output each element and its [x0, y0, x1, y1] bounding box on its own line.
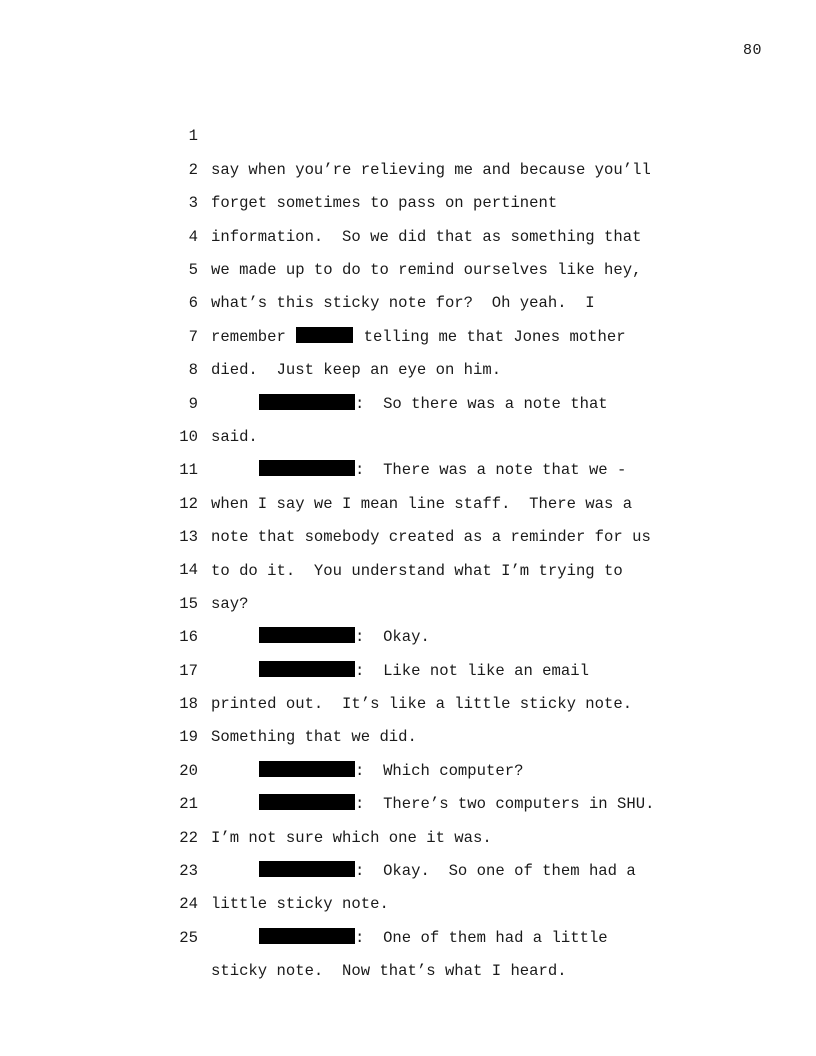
- line-text: I’m not sure which one it was.: [211, 828, 492, 847]
- line-number: 13: [179, 528, 198, 547]
- line-text: when I say we I mean line staff. There was a: [211, 494, 633, 513]
- line-text-after-redaction: telling me that Jones mother: [354, 327, 626, 346]
- speaker-text: : There was a note that we -: [355, 461, 627, 480]
- line-number: 1: [188, 127, 198, 146]
- transcript-body: [0, 87, 816, 981]
- line-number: 22: [179, 828, 198, 847]
- line-number: 19: [179, 728, 198, 747]
- line-number: 9: [188, 394, 198, 413]
- line-number: 17: [179, 661, 198, 680]
- line-text: little sticky note.: [211, 895, 389, 914]
- line-text: printed out. It’s like a little sticky note.: [211, 695, 633, 714]
- line-text: we made up to do to remind ourselves like hey,: [211, 260, 642, 279]
- line-number: 20: [179, 761, 198, 780]
- speaker-line: [259, 922, 608, 955]
- line-number: 16: [179, 628, 198, 647]
- line-text: sticky note. Now that’s what I heard.: [211, 962, 567, 981]
- line-text-before-redaction: remember: [211, 327, 296, 346]
- line-number: 7: [188, 327, 198, 346]
- line-number: 4: [188, 227, 198, 246]
- speaker-text: : Okay.: [355, 628, 430, 647]
- speaker-text: : One of them had a little: [355, 928, 608, 947]
- speaker-text: : Like not like an email: [355, 661, 589, 680]
- speaker-text: : There’s two computers in SHU.: [355, 795, 655, 814]
- line-text: to do it. You understand what I’m trying to: [211, 561, 623, 580]
- line-number: 15: [179, 594, 198, 613]
- speaker-text: : Okay. So one of them had a: [355, 862, 636, 881]
- line-number: 11: [179, 461, 198, 480]
- line-text: information. So we did that as something that: [211, 227, 642, 246]
- line-text: forget sometimes to pass on pertinent: [211, 194, 558, 213]
- line-number: 23: [179, 862, 198, 880]
- speaker-redaction: [259, 928, 355, 944]
- page-number: 80: [742, 42, 762, 59]
- line-number: 6: [188, 294, 198, 313]
- line-number: 21: [179, 795, 198, 814]
- line-number: 2: [188, 160, 198, 179]
- line-text: note that somebody created as a reminder for us: [211, 528, 651, 547]
- line-number: 25: [179, 928, 198, 947]
- line-number: 3: [188, 194, 198, 213]
- line-number: 12: [179, 494, 198, 513]
- speaker-text: : So there was a note that: [355, 394, 608, 413]
- line-number: 5: [188, 260, 198, 279]
- line-number: 18: [179, 695, 198, 714]
- line-number: 10: [179, 427, 198, 446]
- line-text: what’s this sticky note for? Oh yeah. I: [211, 294, 595, 313]
- transcript-line: [0, 87, 816, 179]
- line-text: died. Just keep an eye on him.: [211, 361, 502, 380]
- speaker-text: : Which computer?: [355, 761, 524, 780]
- line-text: say when you’re relieving me and because you’ll: [211, 160, 651, 179]
- line-number: 24: [179, 895, 198, 914]
- line-text: Something that we did.: [211, 728, 417, 747]
- line-text: say?: [211, 594, 249, 613]
- line-number: 14: [179, 561, 198, 580]
- line-text: said.: [211, 427, 258, 446]
- line-number: 8: [188, 361, 198, 380]
